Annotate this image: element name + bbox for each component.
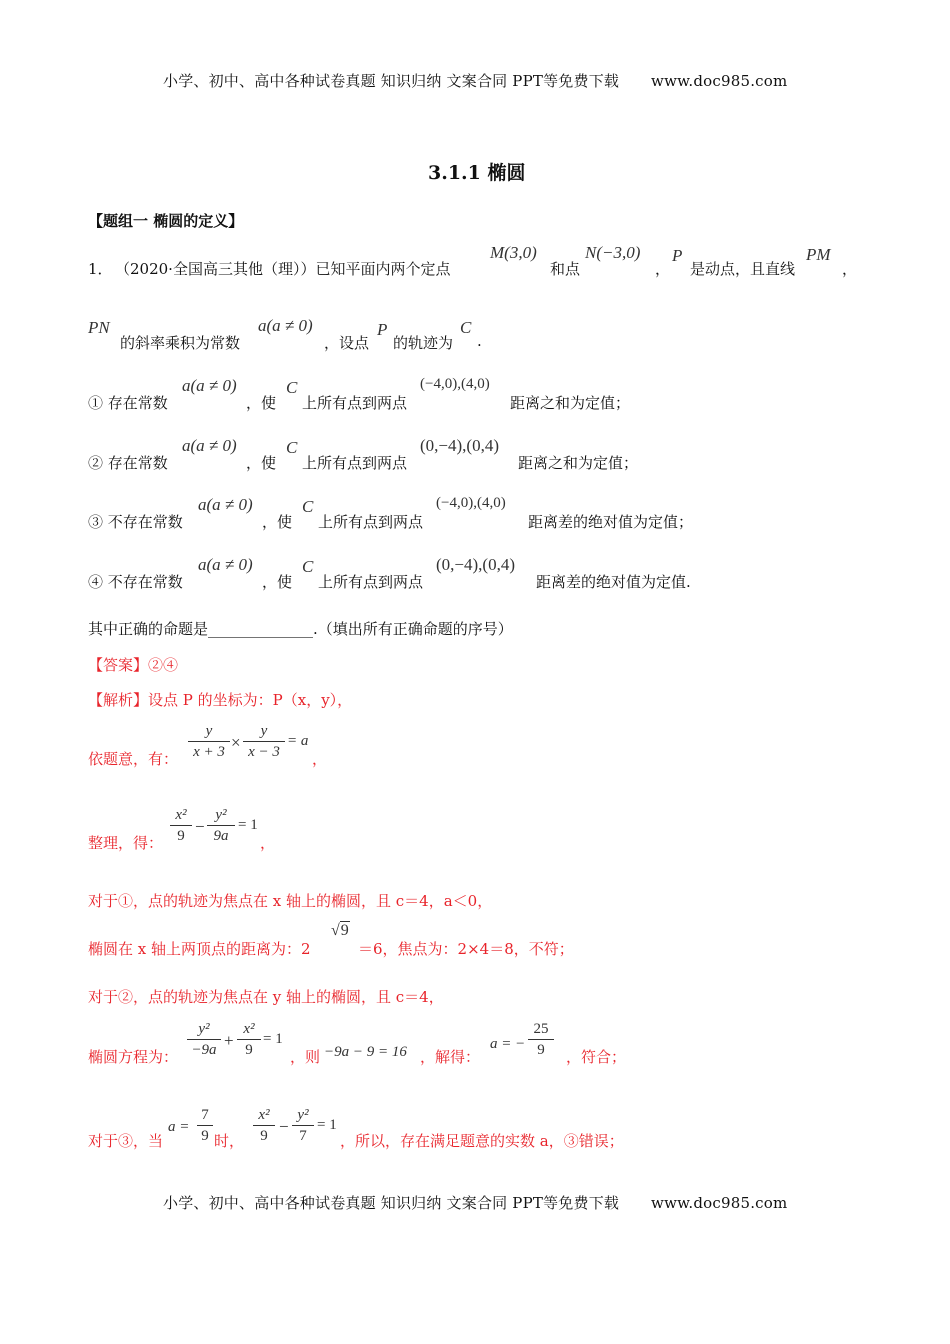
fraction-bar [188, 741, 230, 742]
fraction-num: y [260, 723, 268, 739]
q1-comma: ， [655, 260, 671, 278]
option-1-a: a(a ≠ 0) [182, 376, 237, 395]
fraction-bar [292, 1125, 314, 1126]
fraction-num: y² [198, 1021, 210, 1037]
analysis-line-4: 对于①，点的轨迹为焦点在 x 轴上的椭圆，且 c＝4，a＜0， [88, 892, 493, 910]
fraction-den: x + 3 [193, 744, 225, 760]
fraction-den: 9 [245, 1042, 253, 1058]
equals-one: = 1 [263, 1031, 283, 1047]
option-2-mid: ，使 [246, 454, 277, 472]
fraction-y2-over-9a [207, 806, 235, 845]
analysis-l3-post: ， [260, 834, 276, 852]
option-2-points: (0,−4),(0,4) [420, 436, 499, 455]
fraction-den: 9 [537, 1042, 545, 1058]
fraction-25-over-9 [528, 1020, 554, 1059]
option-3-mid2: 上所有点到两点 [318, 513, 424, 531]
fraction-bar [187, 1039, 221, 1040]
fraction-den: 9 [177, 828, 185, 844]
analysis-l5-pre: 椭圆在 x 轴上两顶点的距离为：2 [88, 940, 311, 958]
analysis-label: 【解析】 [88, 691, 149, 709]
option-1-mark: ① 存在常数 [88, 394, 168, 412]
page-header [163, 70, 787, 91]
header-url[interactable]: www.doc985.com [651, 72, 788, 90]
analysis-l3-pre: 整理，得： [88, 834, 164, 852]
option-2-a: a(a ≠ 0) [182, 436, 237, 455]
analysis-line-1 [88, 689, 352, 710]
q1-point-n: N(−3,0) [585, 243, 641, 262]
q1-point-m: M(3,0) [490, 243, 537, 262]
fraction-den: 9a [213, 828, 229, 844]
fraction-bar [243, 741, 285, 742]
q1-constant-a: a(a ≠ 0) [258, 316, 313, 335]
analysis-l8-pre: 对于③，当 [88, 1132, 164, 1150]
q1-moving: 是动点，且直线 [690, 260, 796, 278]
fraction-bar [207, 825, 235, 826]
sqrt-radicand: 9 [340, 922, 349, 939]
fraction-num: x² [258, 1107, 270, 1123]
option-3-mid: ，使 [262, 513, 293, 531]
sqrt-icon: √ [331, 922, 340, 939]
fraction-y-over-x-minus-3 [243, 722, 285, 761]
fraction-den: 9 [201, 1128, 209, 1144]
q1-dot: . [477, 332, 482, 350]
option-2-end: 距离之和为定值； [518, 454, 639, 472]
fraction-y2-over-7 [292, 1106, 314, 1145]
option-1-end: 距离之和为定值； [510, 394, 631, 412]
option-3-end: 距离差的绝对值为定值； [528, 513, 694, 531]
fraction-y-over-x-plus-3 [188, 722, 230, 761]
fraction-bar [170, 825, 192, 826]
equation-neg9a: −9a − 9 = 16 [324, 1044, 407, 1060]
q1-p: P [672, 246, 683, 265]
q1-c: C [460, 318, 472, 337]
fraction-x2-over-9 [237, 1020, 261, 1059]
fraction-num: y [205, 723, 213, 739]
option-3-mark: ③ 不存在常数 [88, 513, 183, 531]
q1-setp: ，设点 [324, 334, 370, 352]
header-text: 小学、初中、高中各种试卷真题 知识归纳 文案合同 PPT等免费下载 [163, 72, 620, 90]
fraction-den: 7 [299, 1128, 307, 1144]
option-4-mark: ④ 不存在常数 [88, 573, 183, 591]
option-1-points: (−4,0),(4,0) [420, 376, 490, 392]
analysis-l7-pre: 椭圆方程为： [88, 1048, 179, 1066]
q1-slope: 的斜率乘积为常数 [120, 334, 241, 352]
q1-pm: PM [806, 245, 831, 264]
fraction-den: 9 [260, 1128, 268, 1144]
fraction-num: x² [243, 1021, 255, 1037]
q1-pn: PN [88, 318, 110, 337]
option-4-mid: ，使 [262, 573, 293, 591]
fraction-7-over-9 [197, 1106, 213, 1145]
fraction-num: 7 [201, 1107, 209, 1123]
equals-one: = 1 [238, 817, 258, 833]
analysis-l2-pre: 依题意，有： [88, 750, 179, 768]
fraction-num: y² [297, 1107, 309, 1123]
fraction-x2-over-9 [170, 806, 192, 845]
analysis-l7-mid2: ，解得： [420, 1048, 481, 1066]
equals-one: = 1 [317, 1117, 337, 1133]
fraction-num: y² [215, 807, 227, 823]
fraction-den: −9a [191, 1042, 217, 1058]
q1-locus: 的轨迹为 [393, 334, 454, 352]
fraction-x2-over-9 [253, 1106, 275, 1145]
fraction-y2-over-neg9a [187, 1020, 221, 1059]
fraction-num: x² [175, 807, 187, 823]
q1-comma2: ， [842, 260, 858, 278]
option-4-a: a(a ≠ 0) [198, 555, 253, 574]
analysis-line-6: 对于②，点的轨迹为焦点在 y 轴上的椭圆，且 c＝4， [88, 988, 444, 1006]
option-4-c: C [302, 557, 314, 576]
option-4-mid2: 上所有点到两点 [318, 573, 424, 591]
answer-line: 【答案】②④ [88, 656, 179, 674]
a-equals: a = [168, 1119, 190, 1135]
page-title: 3.1.1 椭圆 [428, 162, 526, 184]
option-3-points: (−4,0),(4,0) [436, 495, 506, 511]
option-3-a: a(a ≠ 0) [198, 495, 253, 514]
option-3-c: C [302, 497, 314, 516]
option-2-mid2: 上所有点到两点 [302, 454, 408, 472]
q1-source: （2020·全国高三其他（理））已知平面内两个定点 [115, 260, 451, 278]
analysis-text-1: 设点 P 的坐标为：P（x，y）， [148, 691, 353, 709]
analysis-l7-post: ，符合； [566, 1048, 627, 1066]
option-4-end: 距离差的绝对值为定值. [536, 573, 691, 591]
fraction-den: x − 3 [248, 744, 280, 760]
footer-url[interactable]: www.doc985.com [651, 1194, 788, 1212]
analysis-l2-post: ， [312, 750, 328, 768]
footer-text: 小学、初中、高中各种试卷真题 知识归纳 文案合同 PPT等免费下载 [163, 1194, 620, 1212]
analysis-l8-post: ，所以，存在满足题意的实数 a，③错误； [340, 1132, 624, 1150]
fraction-bar [197, 1125, 213, 1126]
minus-sign: − [279, 1117, 289, 1136]
times-sign: × [231, 733, 241, 752]
option-2-c: C [286, 438, 298, 457]
option-1-mid2: 上所有点到两点 [302, 394, 408, 412]
option-1-mid: ，使 [246, 394, 277, 412]
option-4-points: (0,−4),(0,4) [436, 555, 515, 574]
analysis-l7-mid: ，则 [290, 1048, 321, 1066]
option-2-mark: ② 存在常数 [88, 454, 168, 472]
equals-a: = a [287, 733, 309, 749]
section-heading: 【题组一 椭圆的定义】 [88, 212, 244, 230]
a-equals-neg: a = − [490, 1036, 526, 1052]
fill-in-prompt: 其中正确的命题是______________.（填出所有正确命题的序号） [88, 620, 513, 638]
page-footer [163, 1192, 787, 1213]
fraction-bar [237, 1039, 261, 1040]
sqrt-expression [331, 922, 350, 940]
plus-sign: + [224, 1031, 234, 1050]
fraction-bar [528, 1039, 554, 1040]
option-1-c: C [286, 378, 298, 397]
fraction-num: 25 [533, 1021, 549, 1037]
analysis-l8-when: 时， [214, 1132, 245, 1150]
q1-p2: P [377, 320, 388, 339]
analysis-l5-post: ＝6，焦点为：2×4＝8，不符； [358, 940, 574, 958]
q1-and: 和点 [550, 260, 581, 278]
q1-number: 1． [88, 260, 113, 278]
minus-sign: − [195, 817, 205, 836]
fraction-bar [253, 1125, 275, 1126]
